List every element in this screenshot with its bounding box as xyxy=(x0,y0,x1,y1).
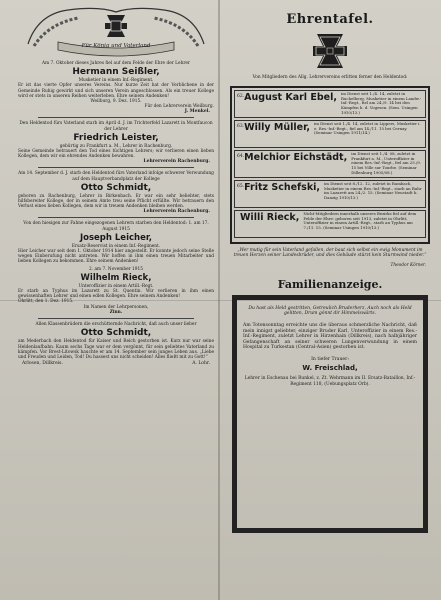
iron-cross-icon xyxy=(310,31,350,71)
notice-org: Für den Lehrerverein Weilburg. xyxy=(144,104,214,110)
deceased-rank: Unteroffizier in einem Artill.-Regt. xyxy=(78,283,154,289)
notice-rieck xyxy=(18,267,214,315)
notice-body: Er starb an Typhus im Lazarett zu St. Quentin. Wir verlieren in ihm einen gewissenhaften Lehrer und einen edlen Kollegen. Ehre seinem Andenken! xyxy=(18,289,214,300)
honor-number: 65. xyxy=(237,184,245,190)
banner-ribbon-text: Für König und Vaterland xyxy=(81,43,151,49)
notice-signer: A. Lohr. xyxy=(192,361,210,367)
honor-details: im Dienst seit 1./4. 08, zuletzt in Frankfurt a. M., Unteroffizier in einem Res.-Inf.-Regt., fiel am 25./9. 15 bei Ville sur Tourbe. (Seminar Dillenburg 1905/08.) xyxy=(351,151,421,175)
memorial-poem: Du hast als Held gestritten, Getreulich Bruderherz, Auch noch als Held gelitten, Drum gönnt dir Himmelswärts. xyxy=(248,305,412,317)
divider xyxy=(38,167,194,168)
honor-entry xyxy=(234,150,426,178)
honor-entry xyxy=(234,90,426,118)
notice-leister xyxy=(18,121,214,164)
right-column xyxy=(226,4,434,596)
notice-seissler xyxy=(18,61,214,114)
deceased-name: Friedrich Leister, xyxy=(73,132,159,143)
notice-intro: 2. am 7. November 1915 xyxy=(89,266,143,272)
divider xyxy=(38,318,194,319)
deceased-rank: Ersatz-Reservist in einem Inf.-Regiment. xyxy=(71,243,161,249)
honor-number: 62. xyxy=(237,94,245,100)
notice-intro: Von den hiesigen zur Fahne eingezogenen Lehrern starben den Heldentod: 1. am 17. August 1915 xyxy=(23,221,209,232)
divider xyxy=(38,117,194,118)
notice-org: Lehrerverein Rachenburg. xyxy=(143,209,210,215)
notice-intro: Am 14. September d. J. starb den Heldentod fürs Vaterland infolge schwerer Verwundung auf dem Hauptverbandplatz der Kollege xyxy=(18,171,214,182)
mourner-name: W. Freischlad, xyxy=(302,363,358,372)
quote-author: Theodor Körner. xyxy=(390,262,426,268)
notice-intro: Am 7. Oktober dieses Jahres fiel auf dem Felde der Ehre der Lehrer xyxy=(42,61,190,66)
honor-number: 63. xyxy=(237,124,245,130)
left-column xyxy=(18,4,214,596)
family-announcement-box xyxy=(232,295,428,533)
announcement-body: Am Totensonntag erreichte uns die überaus schmerzliche Nachricht, daß mein innigst geliebter, einziger Bruder Karl, Unteroffizier in einem Res.-Inf.-Regiment, zuletzt Lehrer in Hirzenhain (Dillkreis), nach halbjähriger Gefangenschaft an seiner schweren Lungenverwundung in einem Hospital zu Turkestan (Central-Asien) gestorben ist. xyxy=(243,322,417,351)
honor-name: Melchior Eichstädt, xyxy=(244,152,348,164)
divider xyxy=(38,217,194,218)
honor-entry xyxy=(234,210,426,238)
deceased-name: Otto Schmidt, xyxy=(80,328,152,339)
notice-body: am Mederbach den Heldentod für Kaiser und Reich gestorben ist. Kurz nur war seine Heldenlaufbahn. Kaum sechs Tage war er dem vergönnt, für sein geliebtes Vaterland zu kämpfen. Vor Brest-Litowsk hauchte er am 14. September sein junges Leben aus. „Liebe und Freuden und Leiden, Tod! Du hassest uns nicht scheiden! Alles fließt mit zu Gott!“ xyxy=(18,339,214,360)
deceased-rank: gebürtig zu Frankfurt a. M., Lehrer in Rachenburg. xyxy=(59,143,173,149)
honor-entry xyxy=(234,180,426,208)
honor-details: im Dienst seit 8./12. 12, zuletzt in Rambach, Musketier in einem Res.-Inf.-Regt., starb an Ruhr im Lazarett am 24./2. 15. (Seminar Neustadt b. Danzig 1910/13.) xyxy=(324,181,422,200)
notice-org: Lehrerverein Rachenburg. xyxy=(143,159,210,165)
iron-cross-wreath-icon xyxy=(18,4,214,58)
honor-details: im Dienst seit 1./4. 14, zuletzt in Lippers, Musketier i. e. Res.-Inf.-Regt., fiel am 14./11. 15 bei Cernay. (Seminar Usingen 1911/14.) xyxy=(314,121,421,136)
honor-name: Willy Müller, xyxy=(244,122,310,134)
notice-place: Arlosen, Dillkreis. xyxy=(22,361,63,367)
iron-cross-emblem xyxy=(226,31,434,71)
honor-number: 64. xyxy=(237,154,245,160)
mourning-line: In tiefer Trauer: xyxy=(311,356,349,362)
notice-org: Im Namen der Lehrpersonen, xyxy=(83,304,149,310)
honor-roll-intro: Von Mitgliedern des Allg. Lehrervereins erlitten ferner den Heldentod: xyxy=(252,75,408,80)
notice-intro: Allen Klassenbrüdern die erschütternde Nachricht, daß auch unser lieber xyxy=(35,322,197,328)
honor-name: August Karl Ebel, xyxy=(244,92,337,104)
patriotic-banner xyxy=(18,4,214,58)
notice-body: Seine Gemeinde betrauert den Tod eines tüchtigen Lehrers; wir verlieren einen lieben Kollegen, dem wir ein ehrendes Andenken bewahren. xyxy=(18,149,214,160)
notice-signer: J. Menkel. xyxy=(184,109,210,115)
honor-name: Willi Rieck, xyxy=(239,212,300,224)
honor-roll-box xyxy=(230,86,430,244)
honor-name: Fritz Schefski, xyxy=(244,182,321,194)
notice-place-date: Ohrlitt, den 1. Dez. 1915. xyxy=(18,299,74,305)
notice-schmidt-2 xyxy=(18,322,214,366)
deceased-name: Otto Schmidt, xyxy=(80,182,152,193)
deceased-rank: Musketier in einem Inf.-Regiment. xyxy=(78,78,154,84)
notice-place-date: Weilburg, 9. Dez. 1915. xyxy=(90,99,142,105)
notice-schmidt-1 xyxy=(18,171,214,214)
notice-intro: Den Heldentod fürs Vaterland starb im April d. J. im Trichterfeld Lazarett in Montfaucon der Lehrer xyxy=(19,121,213,132)
memorial-quote: „Wer mutig für sein Vaterland gefallen, der baut sich selbst ein ewig Monument im treuen Herzen seiner Landesbrüder, und dies Gebäude stürzt kein Sturmwind nieder.“ xyxy=(233,248,427,259)
notice-signer: Zinn. xyxy=(109,309,123,315)
family-announcement-title: Familienanzeige. xyxy=(277,277,383,291)
notice-body: Er ist das vierte Opfer unseres Vereins. Nur kurze Zeit hat der Verblichene in der Gemeinde Ruhig gewirkt und sich unseren Verein angeschlossen. Als ein treuer Kollege wird er stets in unseren Reihen weiterleben. Ehre seinem Andenken! xyxy=(18,83,214,99)
deceased-name: Joseph Leicher, xyxy=(79,232,153,243)
deceased-name: Wilhelm Rieck, xyxy=(80,272,152,283)
deceased-name: Hermann Seißler, xyxy=(72,67,160,78)
notice-leicher xyxy=(18,221,214,264)
notice-body: geboren zu Rachenburg, Lehrer in Birkenbach. Er war ein sehr beliebter, stets hilfsbereiter Kollege, der in seinem Amte treu seine Pflicht erfüllte. Wir betrauern den Verlust eines lieben Kollegen, dem wir in treuem Andenken bleiben werden. xyxy=(18,193,214,210)
mourner-details: Lehrer in Eschenau bei Runkel, z. Zt. Wehrmann im II. Ersatz-Bataillon, Inf.-Regiment 118, (Uebungsplatz Orb). xyxy=(244,376,416,387)
notice-body: Hier Leicher war seit dem 1. Oktober 1914 hier angestellt. Er konnte jedoch seine Stelle wegen Einberufung nicht antreten. Wir hoffen in ihm einen treuen Mitarbeiter und lieben Kollegen zu bekommen. Ehre seinem Andenken! xyxy=(18,249,214,265)
honor-roll-title: Ehrentafel. xyxy=(286,12,374,27)
honor-entry xyxy=(234,120,426,148)
honor-details: im Dienst seit 1./4. 14, zuletzt in Ruchelberg, Musketier in einem Landw.-Inf.-Regt., fiel am 24./9. 14 bei den Kämpfen b. d. Vogesen. (Sem. Usingen 1910/13.) xyxy=(340,91,422,115)
honor-details: Nicht-Mitgliedern innerhalb unseres Bezirks fiel auf dem Felde der Ehre: geboren seit 1913, zuletzt in Ohrlitt, Unteroffizier in einem Artill.-Regt., starb an Typhus am 7./11. 15. (Seminar Usingen 1910/13.) xyxy=(303,211,417,230)
notice-footer xyxy=(22,361,210,366)
